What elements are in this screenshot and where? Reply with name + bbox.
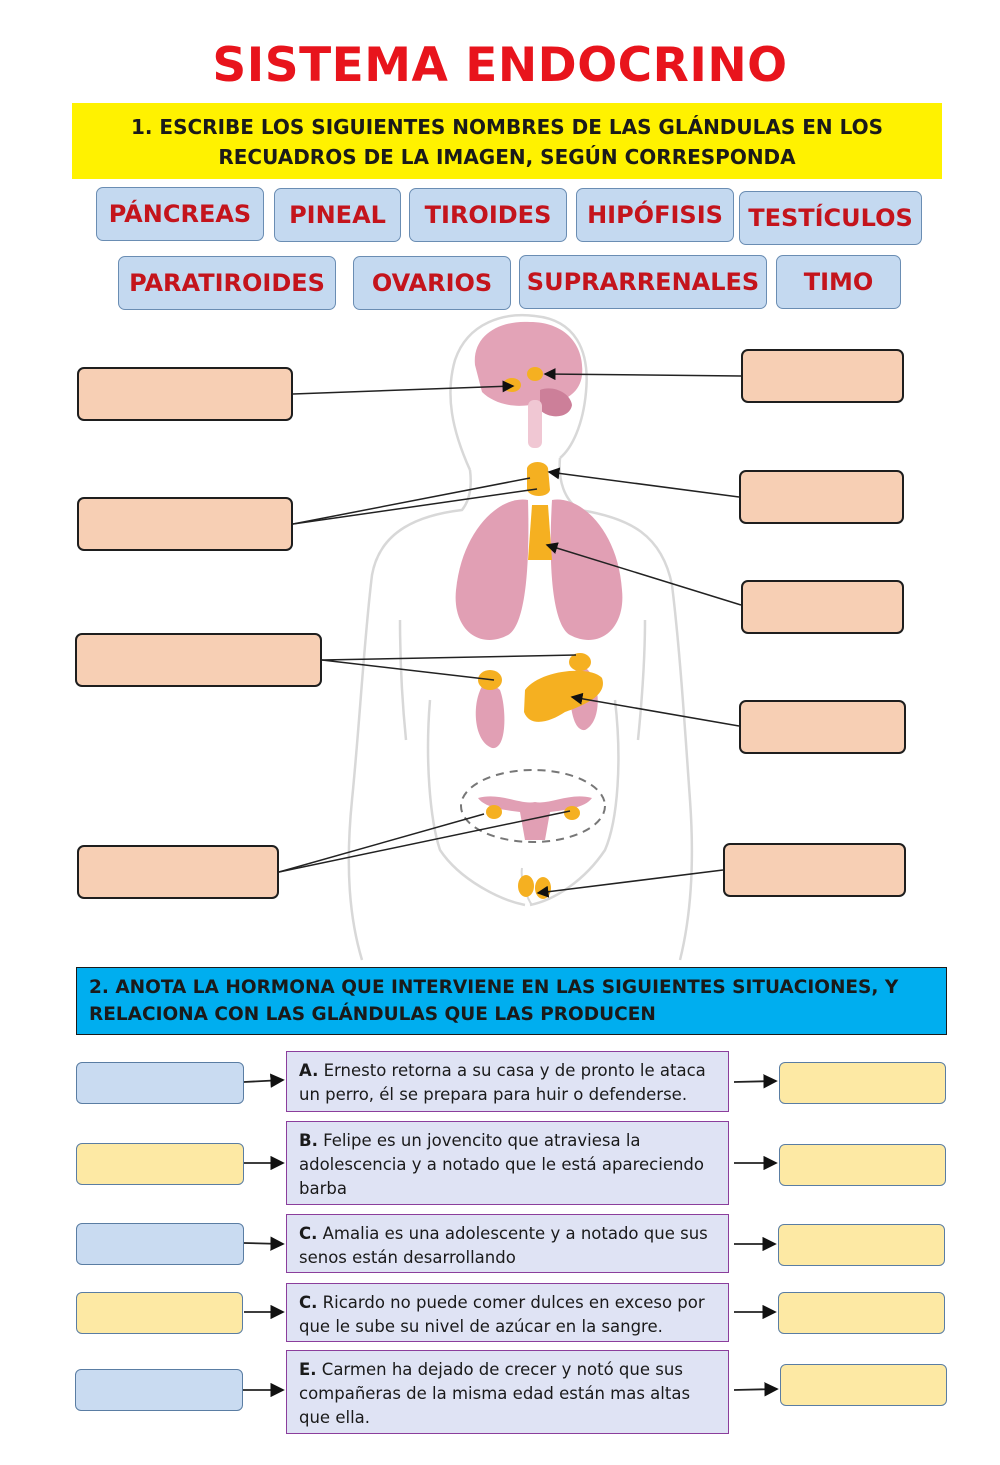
word-chip-suprarrenales[interactable]: SUPRARRENALES — [519, 255, 767, 309]
hormone-box-d[interactable] — [76, 1292, 243, 1334]
word-chip-pineal[interactable]: PINEAL — [274, 188, 401, 242]
section2-instruction: 2. ANOTA LA HORMONA QUE INTERVIENE EN LAS SIGUIENTES SITUACIONES, Y RELACIONA CON LAS GLÁNDULAS QUE LAS PRODUCEN — [76, 967, 947, 1035]
word-chip-tiroides[interactable]: TIROIDES — [409, 188, 567, 242]
situation-b: B. Felipe es un jovencito que atraviesa la adolescencia y a notado que le está apareciendo barba — [286, 1121, 729, 1205]
word-chip-testiculos[interactable]: TESTÍCULOS — [739, 191, 922, 245]
section1-instruction: 1. ESCRIBE LOS SIGUIENTES NOMBRES DE LAS GLÁNDULAS EN LOS RECUADROS DE LA IMAGEN, SEGÚN CORRESPONDA — [72, 103, 942, 179]
word-chip-timo[interactable]: TIMO — [776, 255, 901, 309]
gland-box-a[interactable] — [779, 1062, 946, 1104]
hormone-box-a[interactable] — [76, 1062, 244, 1104]
page-title: SISTEMA ENDOCRINO — [212, 38, 788, 93]
situation-a: A. Ernesto retorna a su casa y de pronto le ataca un perro, él se prepara para huir o defenderse. — [286, 1051, 729, 1112]
word-chip-hipofisis[interactable]: HIPÓFISIS — [576, 188, 734, 242]
word-chip-paratiroides[interactable]: PARATIROIDES — [118, 256, 336, 310]
hormone-box-b[interactable] — [76, 1143, 244, 1185]
hormone-box-e[interactable] — [75, 1369, 243, 1411]
gland-box-b[interactable] — [779, 1144, 946, 1186]
situation-c: C. Amalia es una adolescente y a notado que sus senos están desarrollando — [286, 1214, 729, 1273]
gland-box-e[interactable] — [780, 1364, 947, 1406]
hormone-box-c[interactable] — [76, 1223, 244, 1265]
gland-box-d[interactable] — [778, 1292, 945, 1334]
gland-box-c[interactable] — [778, 1224, 945, 1266]
situation-e: E. Carmen ha dejado de crecer y notó que sus compañeras de la misma edad están mas altas que ella. — [286, 1350, 729, 1434]
word-chip-pancreas[interactable]: PÁNCREAS — [96, 187, 264, 241]
word-chip-ovarios[interactable]: OVARIOS — [353, 256, 511, 310]
situation-d: C. Ricardo no puede comer dulces en exceso por que le sube su nivel de azúcar en la sangre. — [286, 1283, 729, 1342]
